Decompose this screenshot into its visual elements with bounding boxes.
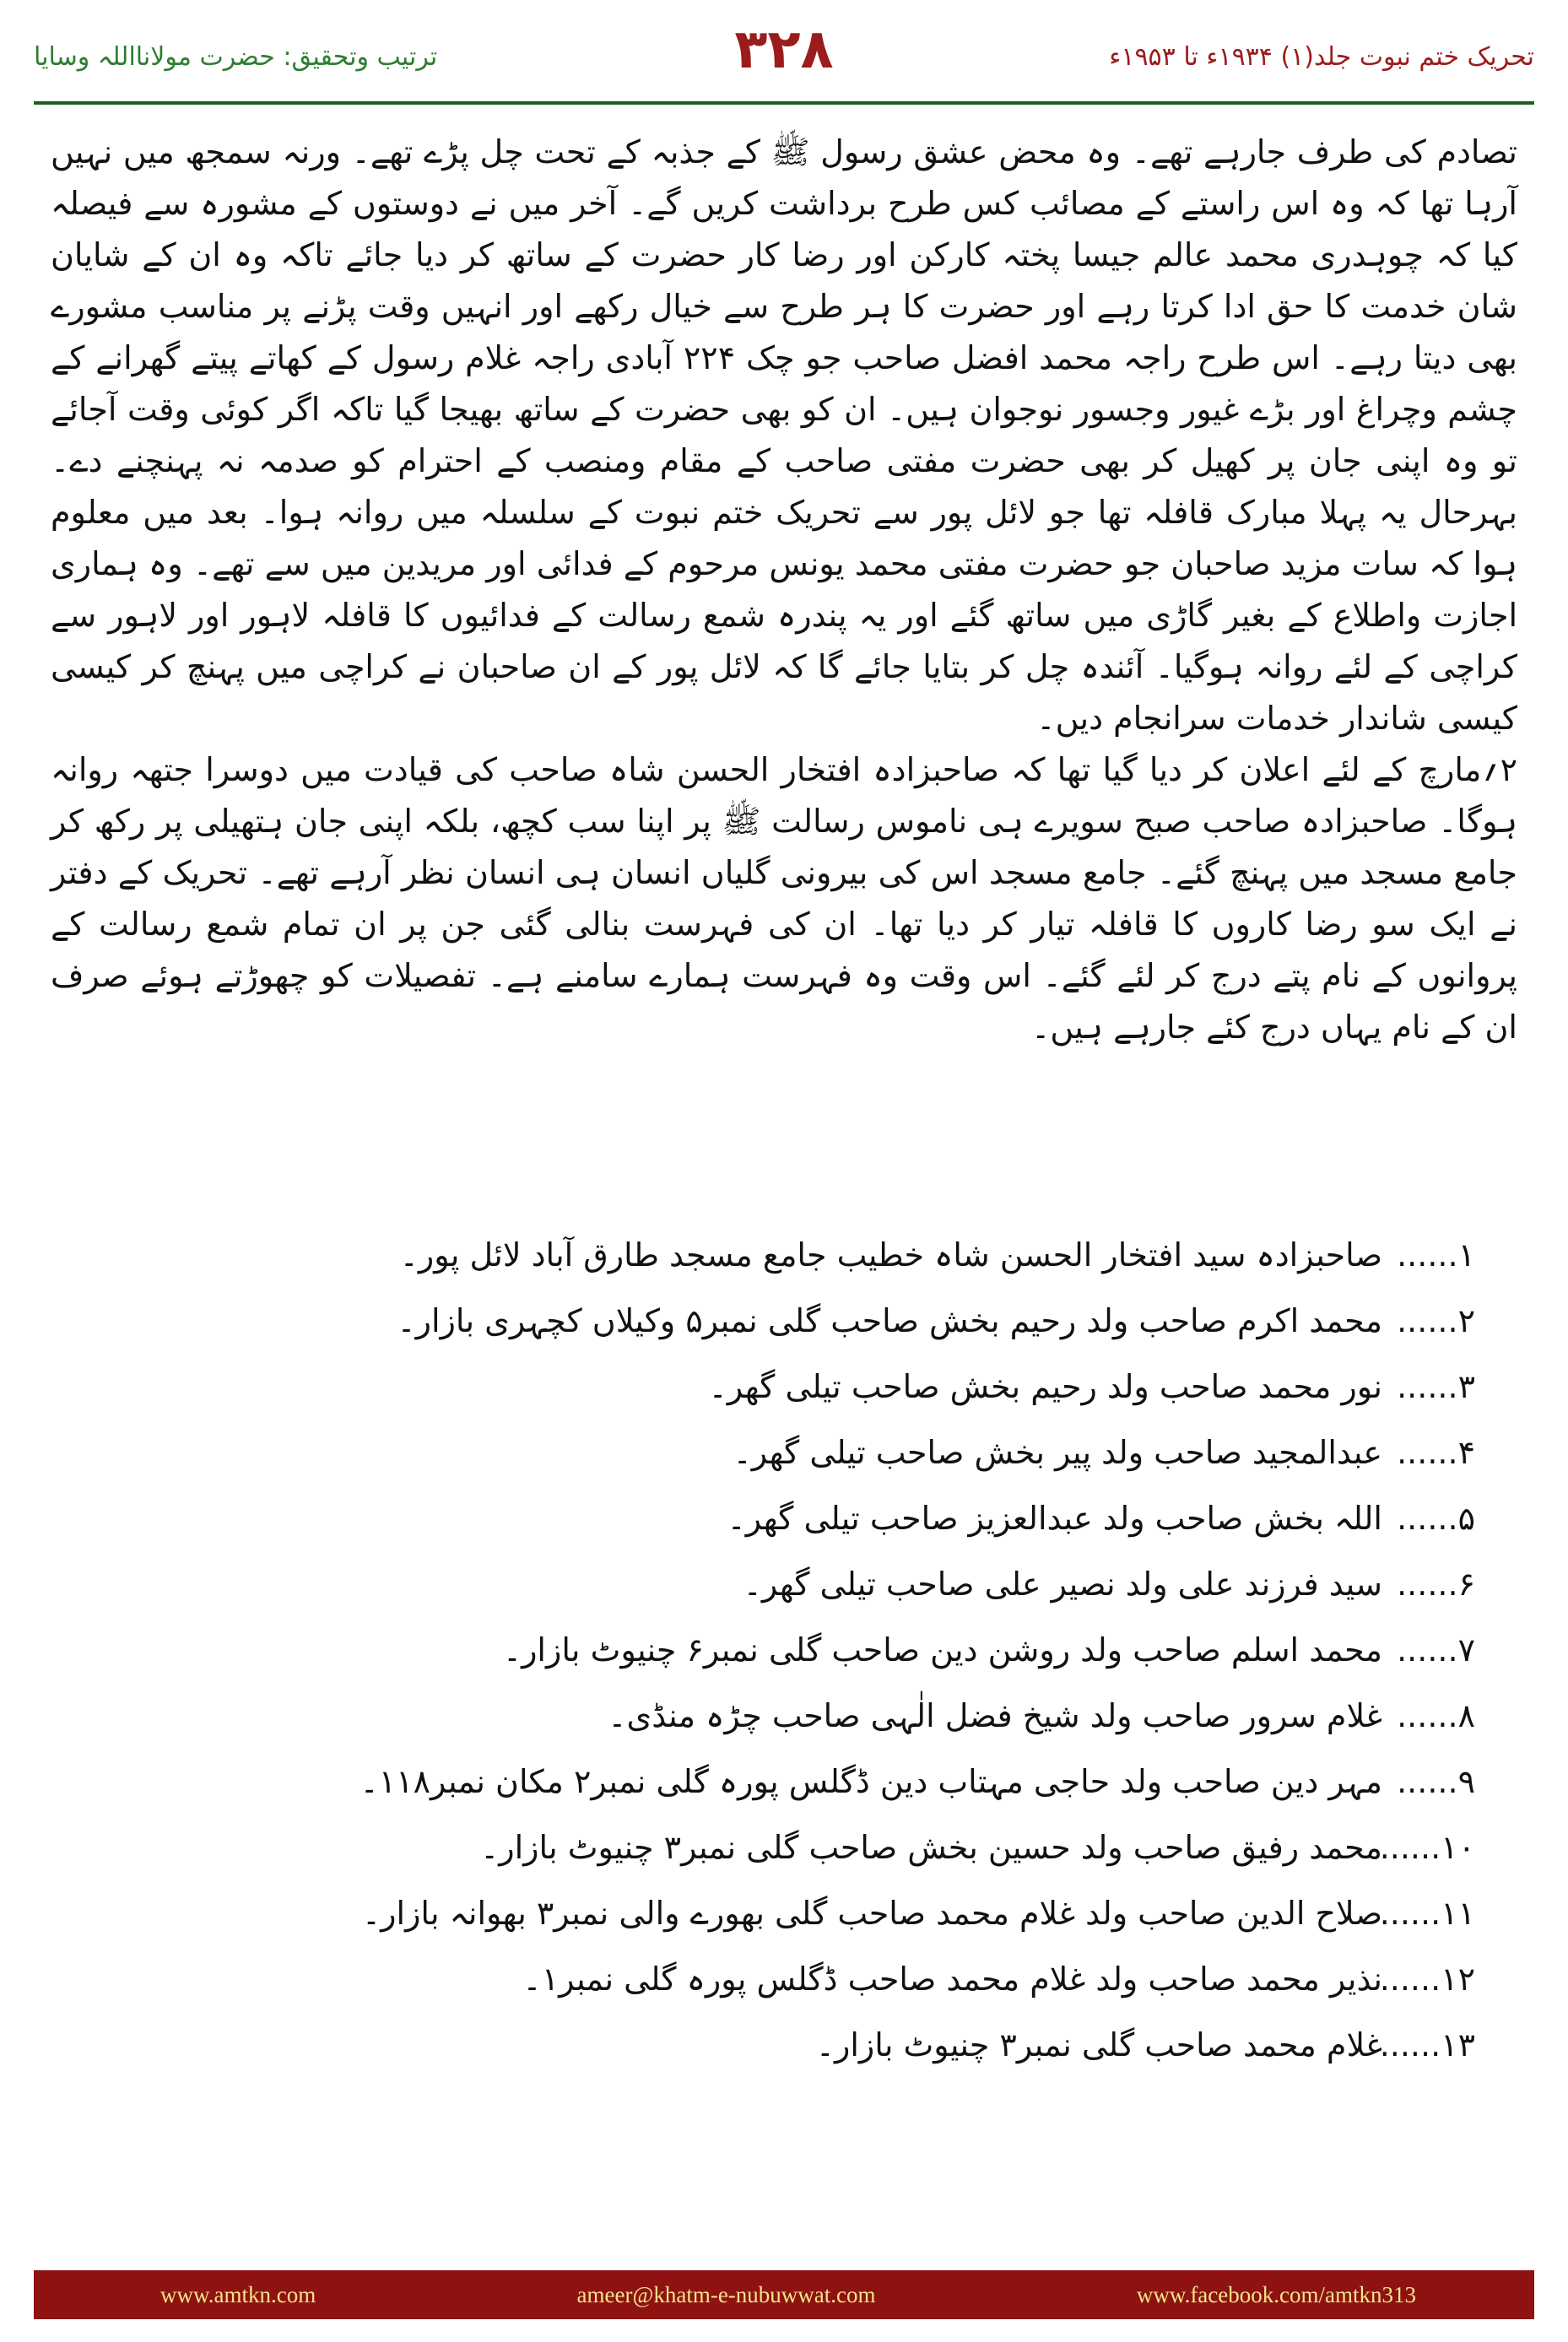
list-item-number: ۱۰...... xyxy=(1379,1829,1475,1866)
list-item-number: ۷...... xyxy=(1397,1631,1475,1669)
facebook-link[interactable]: www.facebook.com/amtkn313 xyxy=(1136,2281,1416,2307)
list-item-text: محمد اکرم صاحب ولد رحیم بخش صاحب گلی نمبر۵ وکیلاں کچہری بازار۔ xyxy=(397,1302,1382,1339)
list-item-number: ۶...... xyxy=(1397,1566,1475,1603)
list-item xyxy=(51,1302,1475,1368)
list-item-text: نذیر محمد صاحب ولد غلام محمد صاحب ڈگلس پورہ گلی نمبر۱۔ xyxy=(522,1961,1382,1998)
list-item-text: اللہ بخش صاحب ولد عبدالعزیز صاحب تیلی گھر۔ xyxy=(727,1500,1382,1537)
body-text xyxy=(51,127,1517,1053)
list-item-text: محمد رفیق صاحب ولد حسین بخش صاحب گلی نمبر۳ چنیوٹ بازار۔ xyxy=(479,1829,1382,1866)
list-item xyxy=(51,1697,1475,1763)
list-item-text: غلام محمد صاحب گلی نمبر۳ چنیوٹ بازار۔ xyxy=(815,2026,1382,2063)
list-item xyxy=(51,1236,1475,1302)
list-item xyxy=(51,1434,1475,1500)
list-item-text: عبدالمجید صاحب ولد پیر بخش صاحب تیلی گھر۔ xyxy=(733,1434,1382,1471)
list-item-number: ۱۲...... xyxy=(1379,1961,1475,1998)
page-footer xyxy=(34,2270,1534,2319)
list-item-number: ۸...... xyxy=(1397,1697,1475,1734)
list-item-text: سید فرزند علی ولد نصیر علی صاحب تیلی گھر۔ xyxy=(743,1566,1382,1603)
paragraph-2: ۲؍مارچ کے لئے اعلان کر دیا گیا تھا کہ صاحبزادہ افتخار الحسن شاہ صاحب کی قیادت میں دوسرا جتھہ روانہ ہوگا۔ صاحبزادہ صاحب صبح سویرے ہی ناموس رسالت ﷺ پر اپنا سب کچھ، بلکہ اپنی جان ہتھیلی پر رکھ کر جامع مسجد میں پہنچ گئے۔ جامع مسجد اس کی بیرونی گلیاں انسان ہی انسان نظر آرہے تھے۔ تحریک کے دفتر نے ایک سو رضا کاروں کا قافلہ تیار کر دیا تھا۔ ان کی فہرست بنالی گئی جن پر ان تمام شمع رسالت کے پروانوں کے نام پتے درج کر لئے گئے۔ اس وقت وہ فہرست ہمارے سامنے ہے۔ تفصیلات کو چھوڑتے ہوئے صرف ان کے نام یہاں درج کئے جارہے ہیں۔ xyxy=(51,751,1517,1046)
list-item xyxy=(51,1631,1475,1697)
list-item-number: ۱...... xyxy=(1397,1236,1475,1274)
list-item-number: ۹...... xyxy=(1397,1763,1475,1800)
list-item-text: صلاح الدین صاحب ولد غلام محمد صاحب گلی بھورے والی نمبر۳ بھوانہ بازار۔ xyxy=(361,1895,1382,1932)
compiler-credit: ترتیب وتحقیق: حضرت مولانااللہ وسایا xyxy=(34,42,438,72)
page-header xyxy=(34,19,1534,113)
header-divider xyxy=(34,101,1534,105)
list-item-text: محمد اسلم صاحب ولد روشن دین صاحب گلی نمبر۶ چنیوٹ بازار۔ xyxy=(502,1631,1382,1669)
list-item-number: ۱۱...... xyxy=(1379,1895,1475,1932)
volunteer-name-list xyxy=(51,1236,1475,2092)
list-item-text: صاحبزادہ سید افتخار الحسن شاہ خطیب جامع مسجد طارق آباد لائل پور۔ xyxy=(399,1236,1382,1274)
page-number: ۳۲۸ xyxy=(734,19,834,81)
list-item xyxy=(51,1961,1475,2026)
list-item xyxy=(51,1763,1475,1829)
book-title: تحریک ختم نبوت جلد(۱) ۱۹۳۴ء تا ۱۹۵۳ء xyxy=(1109,42,1534,72)
list-item xyxy=(51,1829,1475,1895)
list-item xyxy=(51,1368,1475,1434)
list-item-number: ۴...... xyxy=(1397,1434,1475,1471)
list-item-number: ۵...... xyxy=(1397,1500,1475,1537)
list-item-text: نور محمد صاحب ولد رحیم بخش صاحب تیلی گھر۔ xyxy=(708,1368,1382,1405)
list-item xyxy=(51,1895,1475,1961)
list-item xyxy=(51,2026,1475,2092)
list-item-number: ۳...... xyxy=(1397,1368,1475,1405)
email-link[interactable]: ameer@khatm-e-nubuwwat.com xyxy=(576,2281,876,2307)
list-item xyxy=(51,1566,1475,1631)
paragraph-1: تصادم کی طرف جارہے تھے۔ وہ محض عشق رسول ﷺ کے جذبہ کے تحت چل پڑے تھے۔ ورنہ سمجھ میں نہیں آرہا تھا کہ وہ اس راستے کے مصائب کس طرح برداشت کریں گے۔ آخر میں نے دوستوں کے مشورہ سے فیصلہ کیا کہ چوہدری محمد عالم جیسا پختہ کارکن اور رضا کار حضرت کے ساتھ کر دیا جائے تاکہ وہ ان کے شایان شان خدمت کا حق ادا کرتا رہے اور حضرت کا ہر طرح سے خیال رکھے اور انہیں وقت پڑنے پر مناسب مشورے بھی دیتا رہے۔ اس طرح راجہ محمد افضل صاحب جو چک ۲۲۴ آبادی راجہ غلام رسول کے کھاتے پیتے گھرانے کے چشم وچراغ اور بڑے غیور وجسور نوجوان ہیں۔ ان کو بھی حضرت کے ساتھ بھیجا گیا تاکہ اگر کوئی وقت آجائے تو وہ اپنی جان پر کھیل کر بھی حضرت مفتی صاحب کے مقام ومنصب کے احترام کو صدمہ نہ پہنچنے دے۔ بہرحال یہ پہلا مبارک قافلہ تھا جو لائل پور سے تحریک ختم نبوت کے سلسلہ میں روانہ ہوا۔ بعد میں معلوم ہوا کہ سات مزید صاحبان جو حضرت مفتی محمد یونس مرحوم کے فدائی اور مریدین میں سے تھے۔ وہ ہماری اجازت واطلاع کے بغیر گاڑی میں ساتھ گئے اور یہ پندرہ شمع رسالت کے فدائیوں کا قافلہ لاہور اور لاہور سے کراچی کے لئے روانہ ہوگیا۔ آئندہ چل کر بتایا جائے گا کہ لائل پور کے ان صاحبان نے کراچی میں پہنچ کر کیسی کیسی شاندار خدمات سرانجام دیں۔ xyxy=(51,133,1518,737)
list-item-number: ۲...... xyxy=(1397,1302,1475,1339)
website-link[interactable]: www.amtkn.com xyxy=(160,2281,316,2307)
list-item-number: ۱۳...... xyxy=(1379,2026,1475,2063)
list-item-text: غلام سرور صاحب ولد شیخ فضل الٰہی صاحب چڑہ منڈی۔ xyxy=(608,1697,1382,1734)
list-item xyxy=(51,1500,1475,1566)
list-item-text: مہر دین صاحب ولد حاجی مہتاب دین ڈگلس پورہ گلی نمبر۲ مکان نمبر۱۱۸۔ xyxy=(360,1763,1382,1800)
